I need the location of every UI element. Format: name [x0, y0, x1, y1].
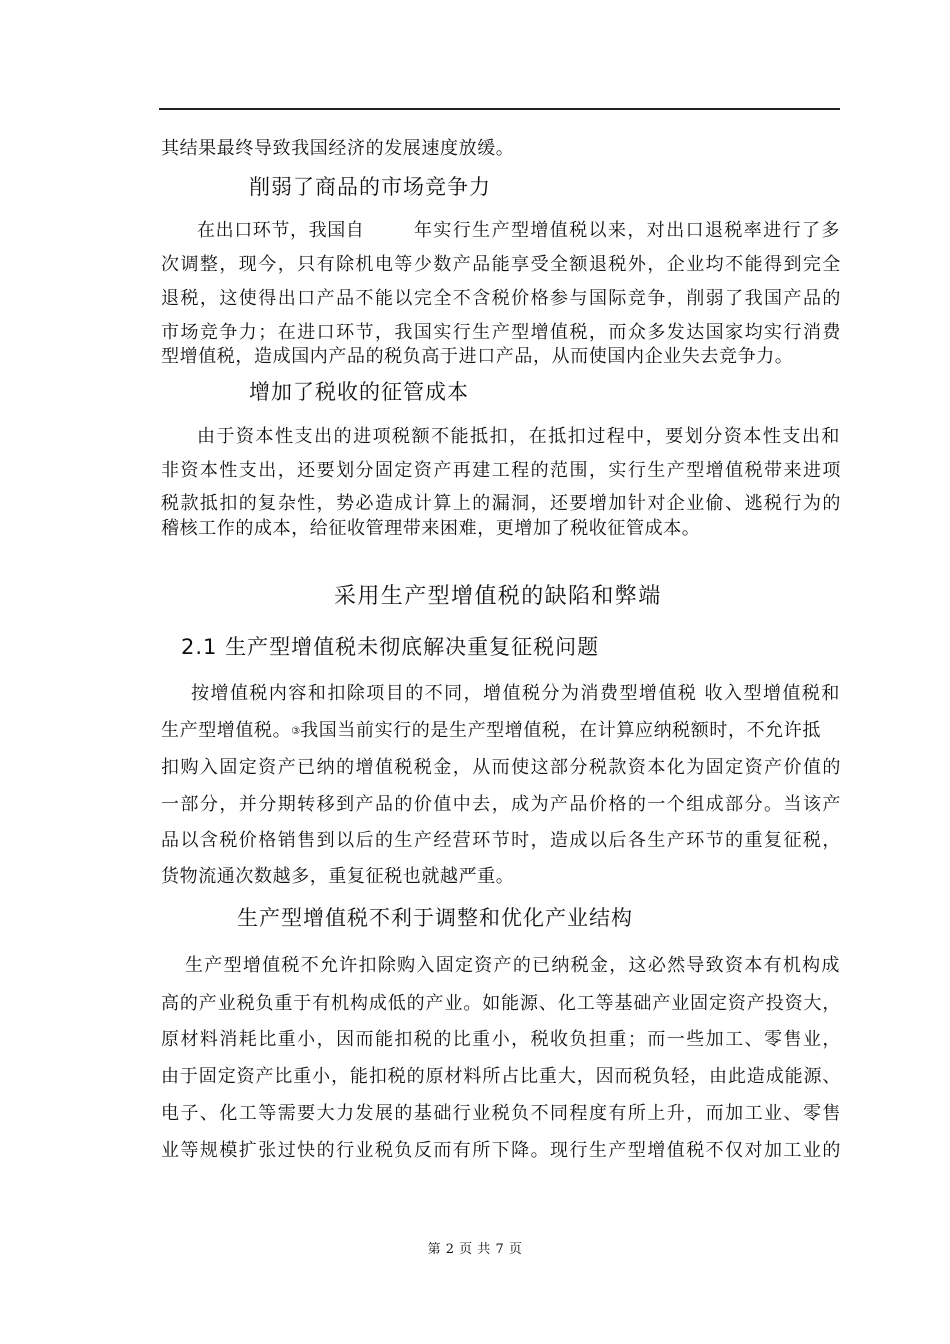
text-line: 在出口环节，我国自 — [197, 220, 365, 241]
text-line: 生产型增值税不允许扣除购入固定资产的已纳税金，这必然导致资本有机构成 — [185, 955, 840, 976]
text-line: 非资本性支出，还要划分固定资产再建工程的范围，实行生产型增值税带来进项 — [161, 460, 841, 481]
text-line: 税款抵扣的复杂性，势必造成计算上的漏洞，还要增加针对企业偷、逃税行为的 — [161, 493, 841, 514]
text-line: 由于固定资产比重小，能扣税的原材料所占比重大，因而税负轻，由此造成能源、 — [161, 1066, 841, 1087]
section-heading-weaken-competitiveness: 削弱了商品的市场竞争力 — [249, 175, 491, 199]
text-line: 年实行生产型增值税以来，对出口退税率进行了多 — [414, 220, 840, 241]
text-line: 业等规模扩张过快的行业税负反而有所下降。现行生产型增值税不仅对加工业的 — [161, 1140, 841, 1161]
page-number-footer: 第 2 页 共 7 页 — [427, 1242, 523, 1257]
text-line: 一部分，并分期转移到产品的价值中去，成为产品价格的一个组成部分。当该产 — [161, 794, 841, 815]
text-line: 按增值税内容和扣除项目的不同，增值税分为消费型增值税 收入型增值税和 — [191, 683, 840, 704]
section-heading-industrial-structure: 生产型增值税不利于调整和优化产业结构 — [237, 906, 633, 930]
text-line: 其结果最终导致我国经济的发展速度放缓。 — [161, 138, 515, 159]
text-line: 由于资本性支出的进项税额不能抵扣，在抵扣过程中，要划分资本性支出和 — [197, 426, 840, 447]
text-line: 退税，这使得出口产品不能以完全不含税价格参与国际竞争，削弱了我国产品的 — [161, 288, 841, 309]
header-rule — [159, 108, 840, 110]
text-fragment: 我国当前实行的是生产型增值税，在计算应纳税额时，不允许抵 — [300, 720, 821, 741]
text-line: 次调整，现今，只有除机电等少数产品能享受全额退税外，企业均不能得到完全 — [161, 254, 841, 275]
section-heading-collection-cost: 增加了税收的征管成本 — [249, 380, 469, 404]
text-line — [161, 721, 841, 742]
text-line: 原材料消耗比重小，因而能扣税的比重小，税收负担重；而一些加工、零售业， — [161, 1029, 841, 1050]
text-line: 货物流通次数越多，重复征税也就越严重。 — [161, 866, 515, 887]
text-fragment: 生产型增值税。 — [161, 720, 292, 741]
text-line: 高的产业税负重于有机构成低的产业。如能源、化工等基础产业固定资产投资大， — [161, 993, 841, 1014]
text-line: 稽核工作的成本，给征收管理带来困难，更增加了税收征管成本。 — [161, 518, 701, 539]
section-heading-2-1: 2.1 生产型增值税未彻底解决重复征税问题 — [181, 635, 600, 659]
text-line: 电子、化工等需要大力发展的基础行业税负不同程度有所上升，而加工业、零售 — [161, 1103, 841, 1124]
footnote-marker: ③ — [291, 726, 301, 737]
text-line: 品以含税价格销售到以后的生产经营环节时，造成以后各生产环节的重复征税， — [161, 830, 841, 851]
text-line: 扣购入固定资产已纳的增值税税金，从而使这部分税款资本化为固定资产价值的 — [161, 757, 841, 778]
chapter-heading: 采用生产型增值税的缺陷和弊端 — [334, 584, 662, 609]
text-line: 型增值税，造成国内产品的税负高于进口产品，从而使国内企业失去竞争力。 — [161, 346, 794, 367]
text-line: 市场竞争力；在进口环节，我国实行生产型增值税，而众多发达国家均实行消费 — [161, 322, 841, 343]
